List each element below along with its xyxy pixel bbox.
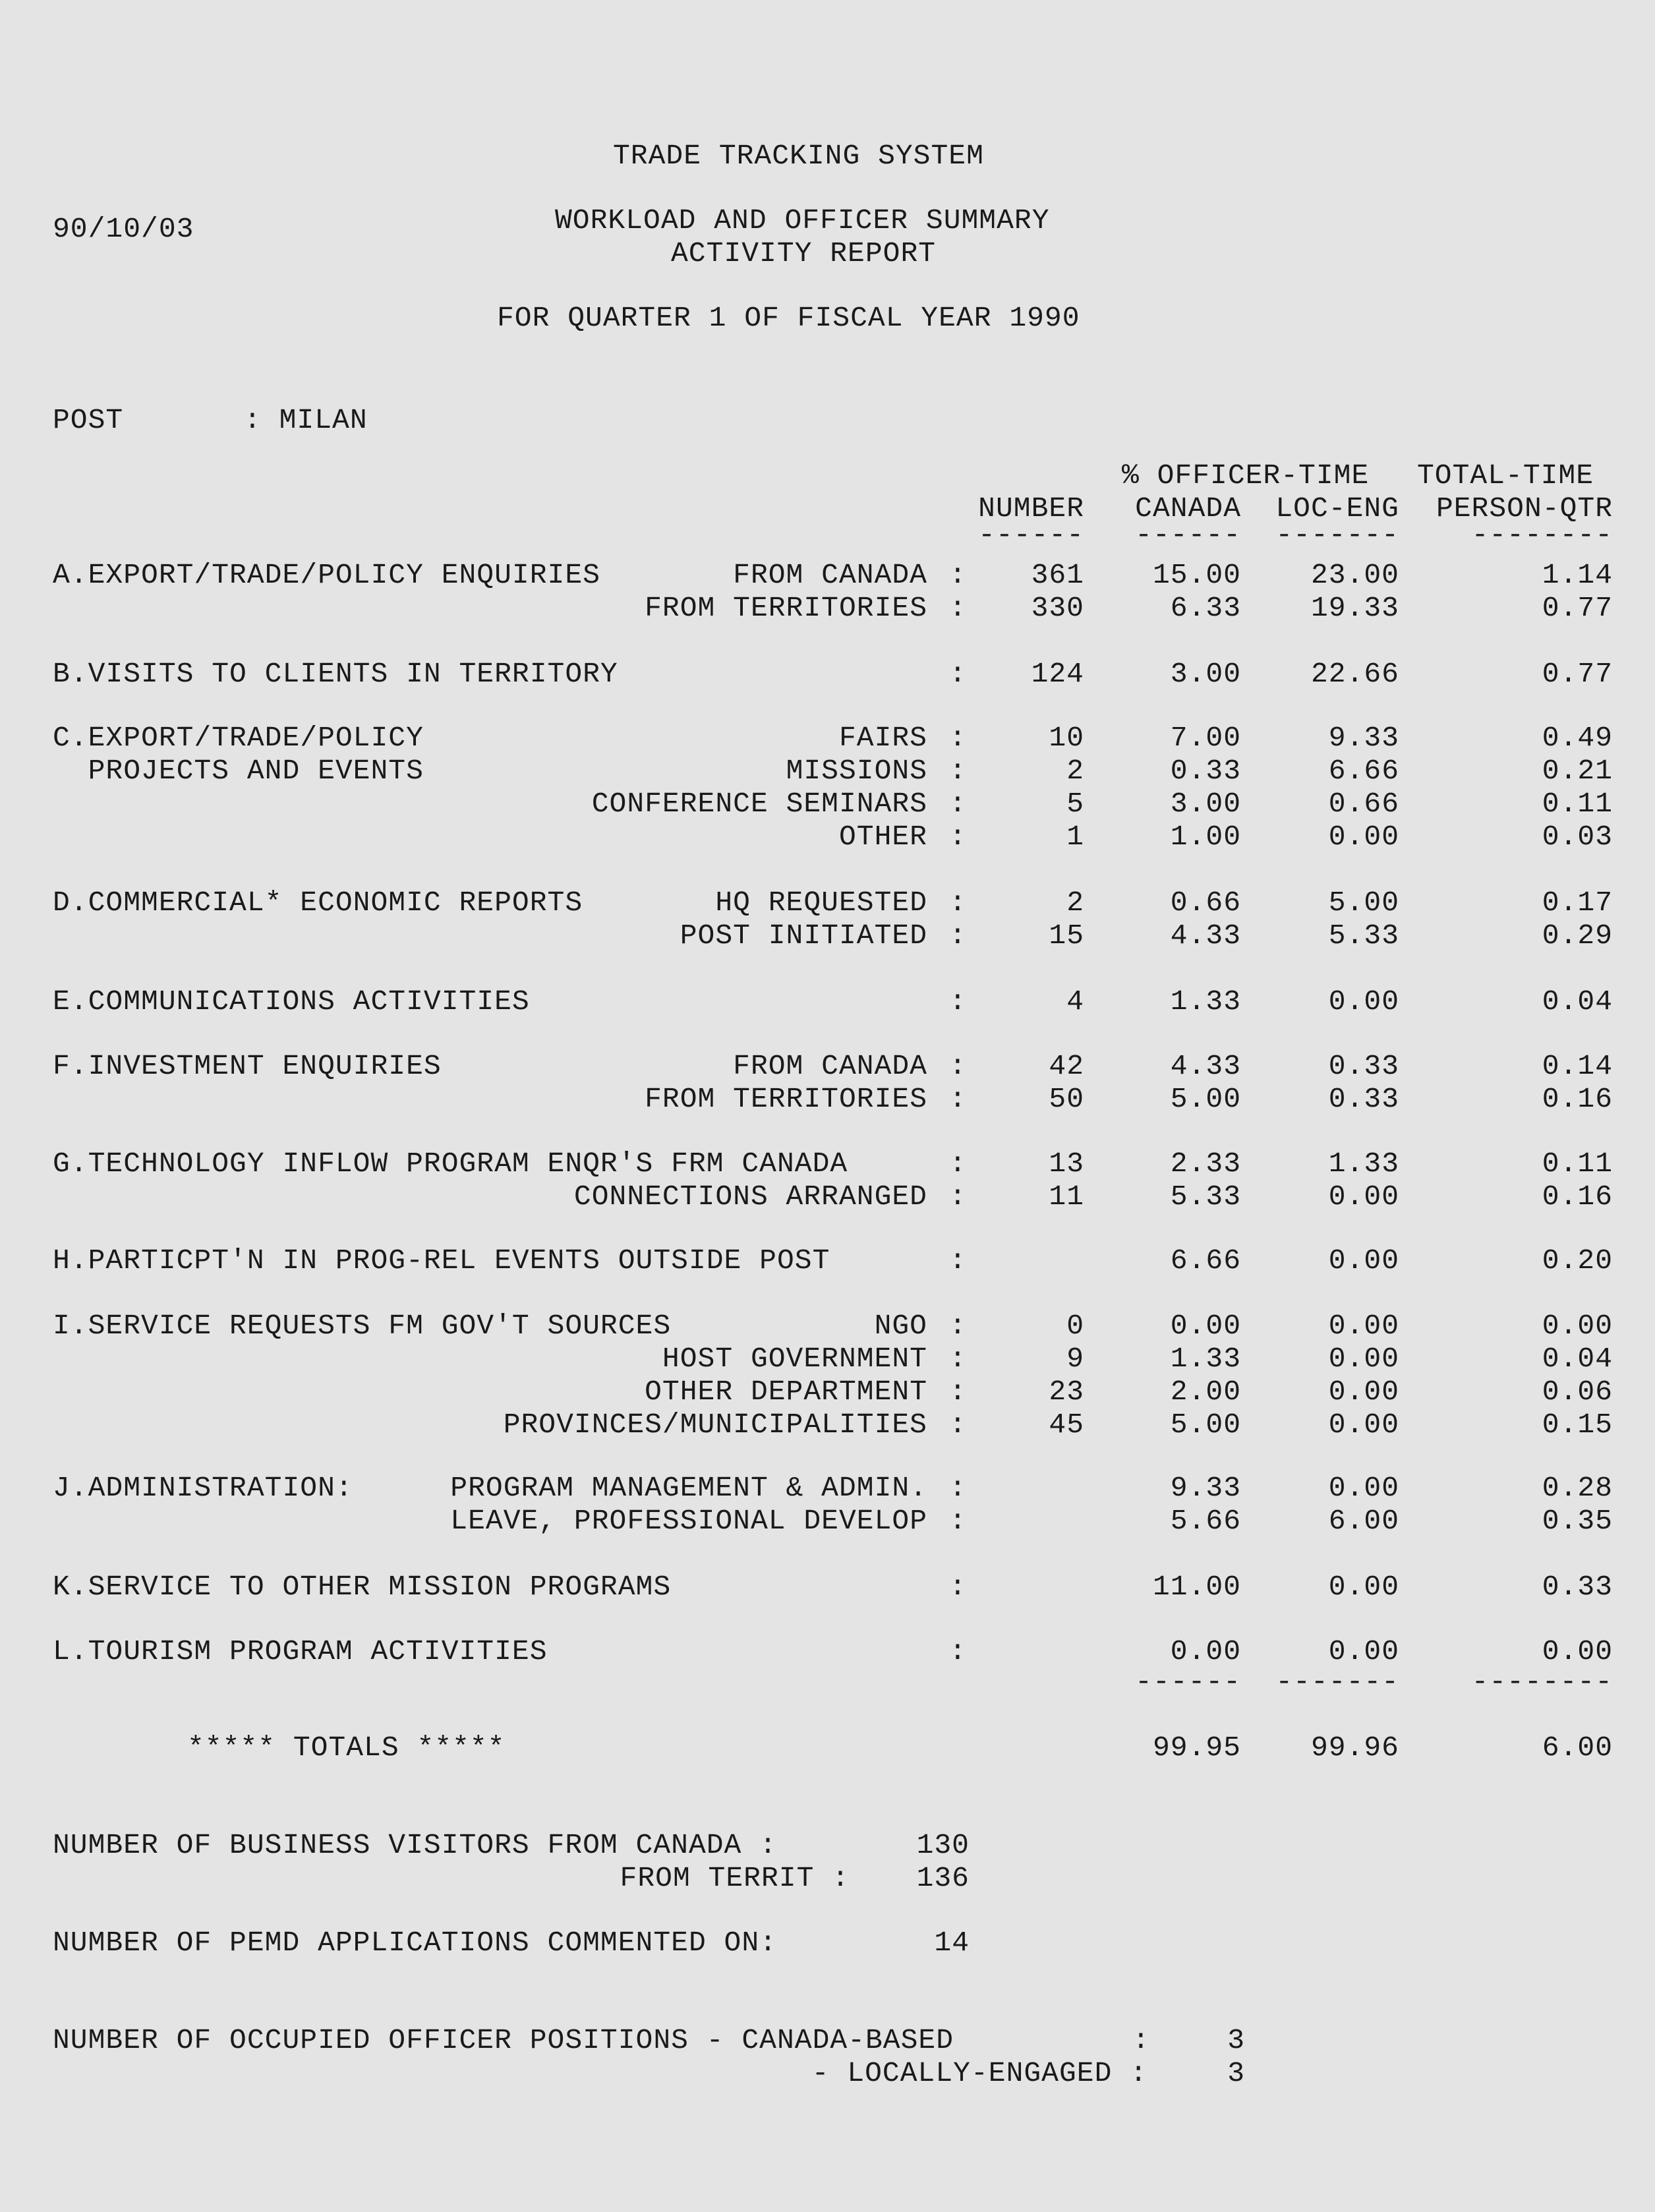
row-loc-eng-pct: 5.00 — [1328, 887, 1399, 919]
row-colon: : — [949, 1180, 967, 1213]
row-number: 15 — [1049, 919, 1084, 952]
row-colon: : — [949, 1571, 967, 1603]
row-canada-pct: 0.00 — [1170, 1635, 1241, 1668]
row-person-qtr: 0.03 — [1542, 821, 1613, 853]
row-loc-eng-pct: 0.00 — [1328, 821, 1399, 853]
period-title: FOR QUARTER 1 OF FISCAL YEAR 1990 — [497, 302, 1080, 334]
positions-local-label: - LOCALLY-ENGAGED : — [811, 2057, 1147, 2089]
row-colon: : — [949, 722, 967, 754]
totals-canada: 99.95 — [1152, 1732, 1241, 1764]
row-loc-eng-pct: 0.00 — [1328, 1343, 1399, 1375]
report-title: ACTIVITY REPORT — [671, 237, 937, 270]
row-sublabel: PROVINCES/MUNICIPALITIES — [503, 1409, 927, 1441]
row-number: 11 — [1049, 1180, 1084, 1213]
row-person-qtr: 0.04 — [1542, 985, 1613, 1018]
row-canada-pct: 3.00 — [1170, 788, 1241, 820]
row-colon: : — [949, 592, 967, 624]
row-sublabel: FAIRS — [838, 722, 927, 754]
row-loc-eng-pct: 0.00 — [1328, 1571, 1399, 1603]
row-canada-pct: 5.00 — [1170, 1409, 1241, 1441]
row-canada-pct: 1.33 — [1170, 1343, 1241, 1375]
loc-eng-heading: LOC-ENG — [1275, 492, 1399, 525]
row-person-qtr: 1.14 — [1542, 559, 1613, 591]
row-label: K.SERVICE TO OTHER MISSION PROGRAMS — [53, 1571, 672, 1603]
row-number: 42 — [1049, 1050, 1084, 1082]
row-label: C.EXPORT/TRADE/POLICY — [53, 722, 424, 754]
row-loc-eng-pct: 6.00 — [1328, 1505, 1399, 1537]
row-colon: : — [949, 1310, 967, 1342]
row-canada-pct: 0.00 — [1170, 1310, 1241, 1342]
pemd-value: 14 — [934, 1927, 970, 1959]
person-qtr-rule: -------- — [1471, 519, 1613, 551]
visitors-canada-value: 130 — [916, 1829, 970, 1861]
totals-loc-eng-rule: ------- — [1275, 1666, 1399, 1698]
row-person-qtr: 0.04 — [1542, 1343, 1613, 1375]
row-person-qtr: 0.16 — [1542, 1083, 1613, 1115]
row-loc-eng-pct: 1.33 — [1328, 1148, 1399, 1180]
post-value: : MILAN — [244, 404, 368, 436]
row-canada-pct: 9.33 — [1170, 1472, 1241, 1504]
row-canada-pct: 0.66 — [1170, 887, 1241, 919]
row-colon: : — [949, 559, 967, 591]
row-person-qtr: 0.35 — [1542, 1505, 1613, 1537]
positions-label: NUMBER OF OCCUPIED OFFICER POSITIONS - CANADA-BASED — [53, 2024, 954, 2056]
row-sublabel: HQ REQUESTED — [715, 887, 927, 919]
row-sublabel: FROM TERRITORIES — [645, 592, 927, 624]
row-loc-eng-pct: 23.00 — [1310, 559, 1399, 591]
row-loc-eng-pct: 0.00 — [1328, 985, 1399, 1018]
row-canada-pct: 5.66 — [1170, 1505, 1241, 1537]
row-sublabel: NGO — [874, 1310, 927, 1342]
number-rule: ------ — [978, 519, 1084, 551]
totals-label: ***** TOTALS ***** — [187, 1732, 506, 1764]
row-loc-eng-pct: 6.66 — [1328, 755, 1399, 787]
row-colon: : — [949, 1343, 967, 1375]
row-loc-eng-pct: 0.66 — [1328, 788, 1399, 820]
row-colon: : — [949, 821, 967, 853]
number-heading: NUMBER — [978, 492, 1084, 525]
row-sublabel: HOST GOVERNMENT — [662, 1343, 927, 1375]
row-person-qtr: 0.33 — [1542, 1571, 1613, 1603]
row-canada-pct: 6.33 — [1170, 592, 1241, 624]
totals-loc-eng: 99.96 — [1310, 1732, 1399, 1764]
row-canada-pct: 3.00 — [1170, 658, 1241, 690]
row-number: 10 — [1049, 722, 1084, 754]
row-person-qtr: 0.28 — [1542, 1472, 1613, 1504]
row-label: G.TECHNOLOGY INFLOW PROGRAM ENQR'S FRM CANADA — [53, 1148, 848, 1180]
pct-officer-time-heading: % OFFICER-TIME — [1122, 459, 1370, 492]
row-label: A.EXPORT/TRADE/POLICY ENQUIRIES — [53, 559, 600, 591]
row-person-qtr: 0.20 — [1542, 1244, 1613, 1277]
row-number: 9 — [1066, 1343, 1084, 1375]
row-canada-pct: 15.00 — [1152, 559, 1241, 591]
row-person-qtr: 0.77 — [1542, 592, 1613, 624]
row-person-qtr: 0.29 — [1542, 919, 1613, 952]
row-sublabel: FROM CANADA — [733, 1050, 927, 1082]
row-number: 0 — [1066, 1310, 1084, 1342]
row-loc-eng-pct: 0.00 — [1328, 1472, 1399, 1504]
row-loc-eng-pct: 0.33 — [1328, 1050, 1399, 1082]
summary-title: WORKLOAD AND OFFICER SUMMARY — [555, 204, 1050, 237]
row-person-qtr: 0.49 — [1542, 722, 1613, 754]
total-time-heading: TOTAL-TIME — [1417, 459, 1594, 492]
row-person-qtr: 0.77 — [1542, 658, 1613, 690]
row-number: 50 — [1049, 1083, 1084, 1115]
row-canada-pct: 4.33 — [1170, 919, 1241, 952]
post-label: POST — [53, 404, 124, 436]
row-label: H.PARTICPT'N IN PROG-REL EVENTS OUTSIDE POST — [53, 1244, 830, 1277]
positions-local-value: 3 — [1227, 2057, 1245, 2089]
row-person-qtr: 0.21 — [1542, 755, 1613, 787]
row-label: PROJECTS AND EVENTS — [53, 755, 424, 787]
row-colon: : — [949, 1472, 967, 1504]
row-colon: : — [949, 1635, 967, 1668]
row-sublabel: MISSIONS — [786, 755, 927, 787]
row-person-qtr: 0.11 — [1542, 1148, 1613, 1180]
row-colon: : — [949, 1050, 967, 1082]
row-number: 2 — [1066, 755, 1084, 787]
row-number: 5 — [1066, 788, 1084, 820]
row-number: 1 — [1066, 821, 1084, 853]
row-canada-pct: 6.66 — [1170, 1244, 1241, 1277]
row-colon: : — [949, 658, 967, 690]
canada-heading: CANADA — [1135, 492, 1241, 525]
row-colon: : — [949, 1244, 967, 1277]
row-label: L.TOURISM PROGRAM ACTIVITIES — [53, 1635, 548, 1668]
row-loc-eng-pct: 0.00 — [1328, 1180, 1399, 1213]
row-person-qtr: 0.16 — [1542, 1180, 1613, 1213]
row-colon: : — [949, 985, 967, 1018]
row-canada-pct: 4.33 — [1170, 1050, 1241, 1082]
row-canada-pct: 5.00 — [1170, 1083, 1241, 1115]
row-loc-eng-pct: 0.33 — [1328, 1083, 1399, 1115]
row-loc-eng-pct: 0.00 — [1328, 1310, 1399, 1342]
report-date: 90/10/03 — [53, 213, 194, 245]
row-label: I.SERVICE REQUESTS FM GOV'T SOURCES — [53, 1310, 672, 1342]
row-sublabel: OTHER DEPARTMENT — [645, 1376, 927, 1408]
row-number: 45 — [1049, 1409, 1084, 1441]
row-person-qtr: 0.15 — [1542, 1409, 1613, 1441]
row-sublabel: LEAVE, PROFESSIONAL DEVELOP — [450, 1505, 927, 1537]
row-label: E.COMMUNICATIONS ACTIVITIES — [53, 985, 530, 1018]
system-title: TRADE TRACKING SYSTEM — [613, 140, 984, 172]
row-canada-pct: 11.00 — [1152, 1571, 1241, 1603]
positions-canada-value: 3 — [1227, 2024, 1245, 2056]
row-loc-eng-pct: 9.33 — [1328, 722, 1399, 754]
row-sublabel: FROM CANADA — [733, 559, 927, 591]
canada-rule: ------ — [1135, 519, 1241, 551]
row-number: 361 — [1031, 559, 1084, 591]
row-loc-eng-pct: 5.33 — [1328, 919, 1399, 952]
row-person-qtr: 0.17 — [1542, 887, 1613, 919]
row-canada-pct: 2.00 — [1170, 1376, 1241, 1408]
row-colon: : — [949, 1376, 967, 1408]
row-sublabel: OTHER — [838, 821, 927, 853]
row-colon: : — [949, 755, 967, 787]
row-colon: : — [949, 1505, 967, 1537]
row-sublabel: CONNECTIONS ARRANGED — [573, 1180, 927, 1213]
row-canada-pct: 5.33 — [1170, 1180, 1241, 1213]
visitors-territ-label: FROM TERRIT : — [620, 1862, 850, 1894]
loc-eng-rule: ------- — [1275, 519, 1399, 551]
visitors-label: NUMBER OF BUSINESS VISITORS FROM CANADA : — [53, 1829, 777, 1861]
row-canada-pct: 1.33 — [1170, 985, 1241, 1018]
row-canada-pct: 0.33 — [1170, 755, 1241, 787]
row-label: B.VISITS TO CLIENTS IN TERRITORY — [53, 658, 618, 690]
row-colon: : — [949, 1148, 967, 1180]
row-number: 4 — [1066, 985, 1084, 1018]
pemd-label: NUMBER OF PEMD APPLICATIONS COMMENTED ON: — [53, 1927, 777, 1959]
row-person-qtr: 0.00 — [1542, 1310, 1613, 1342]
row-colon: : — [949, 1409, 967, 1441]
row-colon: : — [949, 887, 967, 919]
totals-canada-rule: ------ — [1135, 1666, 1241, 1698]
row-loc-eng-pct: 0.00 — [1328, 1244, 1399, 1277]
row-colon: : — [949, 1083, 967, 1115]
row-number: 23 — [1049, 1376, 1084, 1408]
row-canada-pct: 1.00 — [1170, 821, 1241, 853]
row-number: 330 — [1031, 592, 1084, 624]
row-canada-pct: 2.33 — [1170, 1148, 1241, 1180]
row-person-qtr: 0.06 — [1542, 1376, 1613, 1408]
row-sublabel: PROGRAM MANAGEMENT & ADMIN. — [450, 1472, 927, 1504]
row-loc-eng-pct: 19.33 — [1310, 592, 1399, 624]
positions-colon: : — [1132, 2024, 1150, 2056]
row-number: 2 — [1066, 887, 1084, 919]
row-colon: : — [949, 919, 967, 952]
row-number: 124 — [1031, 658, 1084, 690]
visitors-territ-value: 136 — [916, 1862, 970, 1894]
row-number: 13 — [1049, 1148, 1084, 1180]
totals-person-qtr-rule: -------- — [1471, 1666, 1613, 1698]
row-loc-eng-pct: 22.66 — [1310, 658, 1399, 690]
person-qtr-heading: PERSON-QTR — [1436, 492, 1613, 525]
row-loc-eng-pct: 0.00 — [1328, 1376, 1399, 1408]
row-person-qtr: 0.11 — [1542, 788, 1613, 820]
row-person-qtr: 0.00 — [1542, 1635, 1613, 1668]
row-person-qtr: 0.14 — [1542, 1050, 1613, 1082]
row-label: F.INVESTMENT ENQUIRIES — [53, 1050, 442, 1082]
row-label: J.ADMINISTRATION: — [53, 1472, 353, 1504]
row-sublabel: CONFERENCE SEMINARS — [591, 788, 927, 820]
row-sublabel: FROM TERRITORIES — [645, 1083, 927, 1115]
row-sublabel: POST INITIATED — [680, 919, 927, 952]
row-label: D.COMMERCIAL* ECONOMIC REPORTS — [53, 887, 583, 919]
row-colon: : — [949, 788, 967, 820]
row-canada-pct: 7.00 — [1170, 722, 1241, 754]
totals-person-qtr: 6.00 — [1542, 1732, 1613, 1764]
row-loc-eng-pct: 0.00 — [1328, 1409, 1399, 1441]
row-loc-eng-pct: 0.00 — [1328, 1635, 1399, 1668]
